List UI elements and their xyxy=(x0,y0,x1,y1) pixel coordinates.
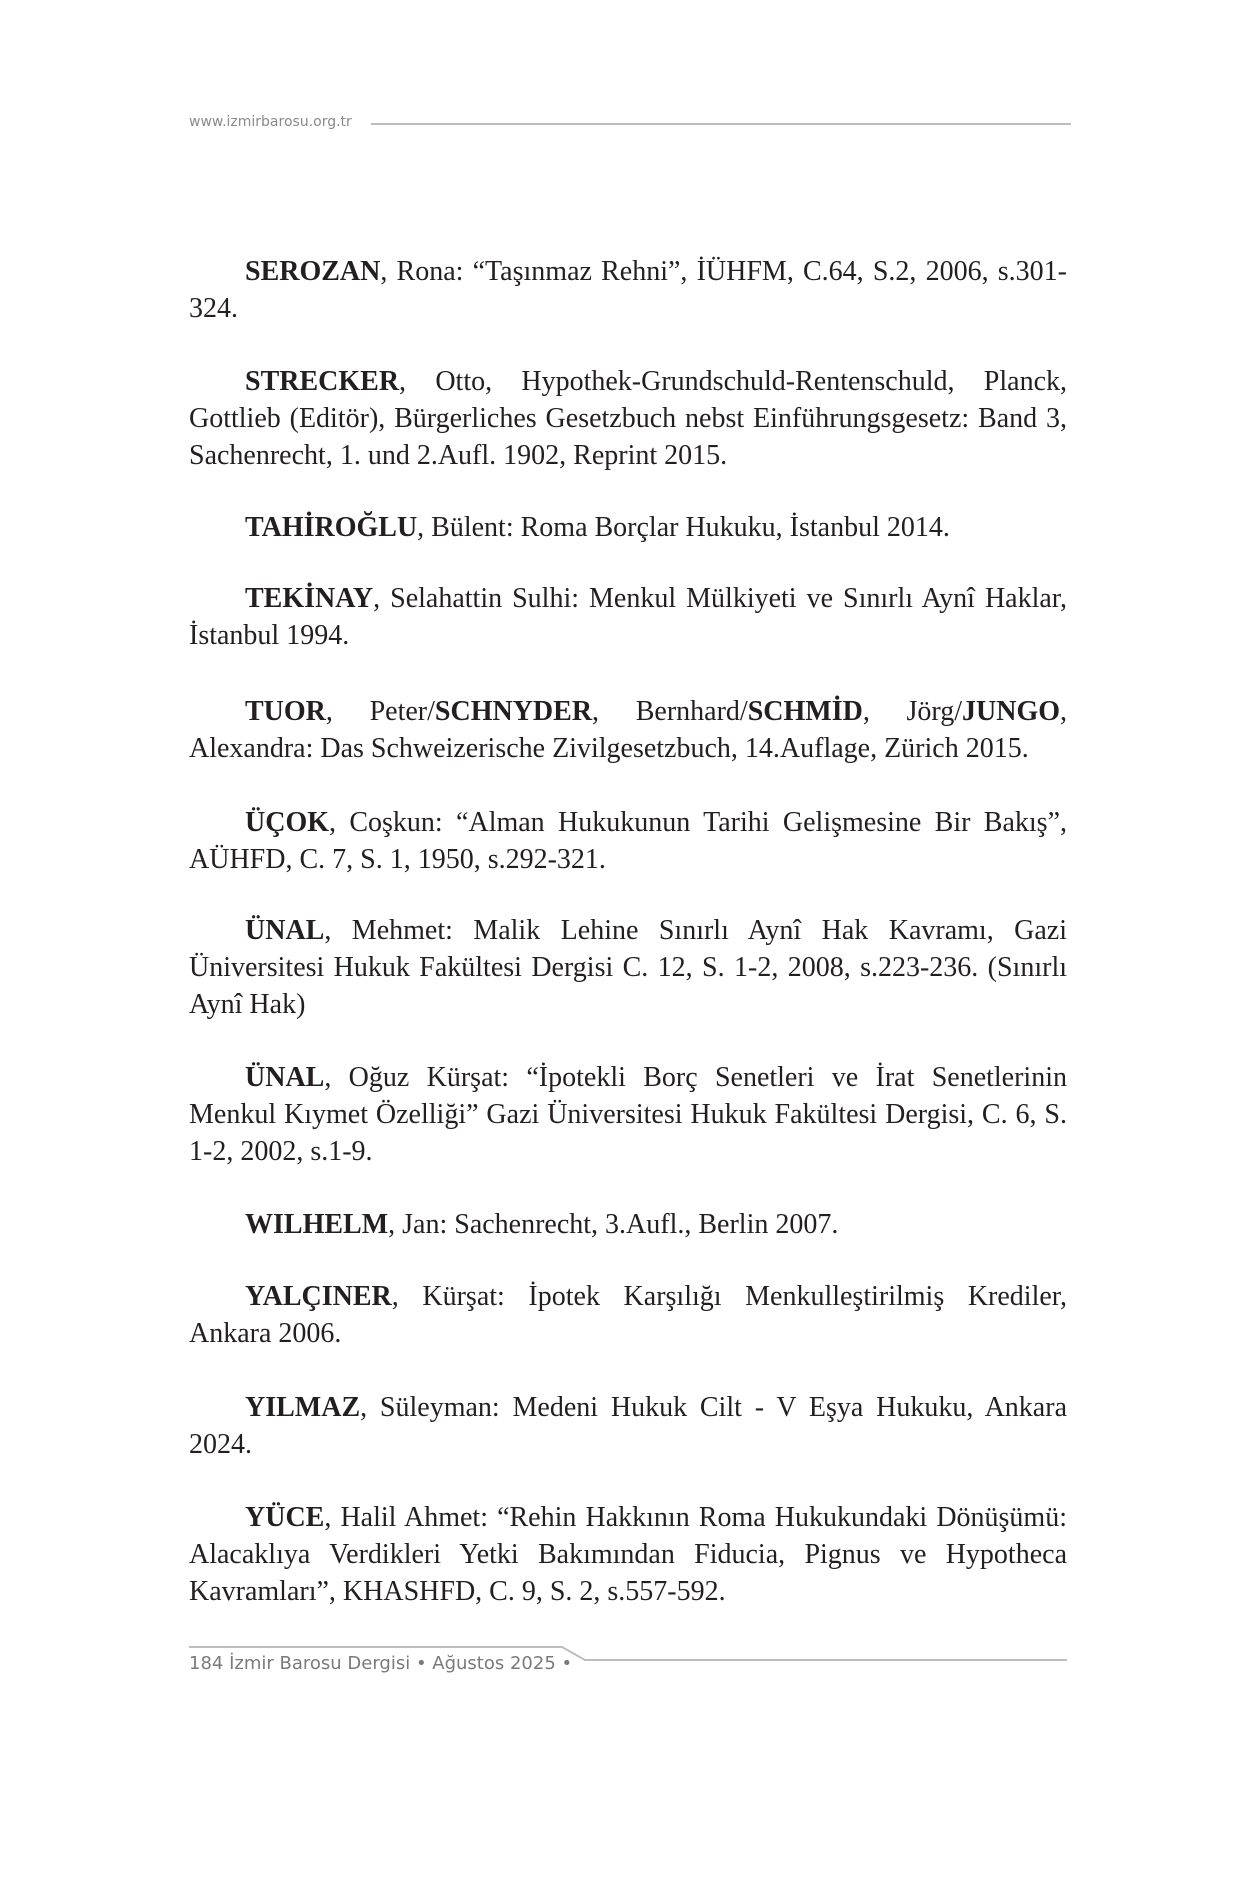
entry-author-2: SCHNYDER xyxy=(434,696,593,727)
entry-text: , Halil Ahmet: “Rehin Hakkının Roma Hukukundaki Dönüşümü: Alacaklıya Verdikleri Yetki Bakımından Fiducia, Pignus ve Hypotheca Kavramları”, KHASHFD, C. 9, S. 2, s.557-592. xyxy=(189,1502,1067,1607)
entry-author: TAHİROĞLU xyxy=(245,512,418,543)
entry-text-2: , Bernhard/ xyxy=(592,696,748,727)
bib-entry-unal-mehmet xyxy=(189,912,1067,1023)
entry-author: YILMAZ xyxy=(245,1392,361,1423)
entry-author: STRECKER xyxy=(245,366,400,397)
entry-text: , Jan: Sachenrecht, 3.Aufl., Berlin 2007. xyxy=(388,1209,839,1240)
entry-text: , Bülent: Roma Borçlar Hukuku, İstanbul 2014. xyxy=(417,512,950,543)
footer-rule-right xyxy=(584,1659,1067,1661)
entry-author: ÜÇOK xyxy=(245,807,329,838)
entry-text: , Mehmet: Malik Lehine Sınırlı Aynî Hak Kavramı, Gazi Üniversitesi Hukuk Fakültesi Dergisi C. 12, S. 1-2, 2008, s.223-236. (Sınırlı Aynî Hak) xyxy=(189,915,1067,1020)
bib-entry-wilhelm xyxy=(189,1206,1067,1243)
entry-author: ÜNAL xyxy=(245,1062,325,1093)
footer-page-info: 184 İzmir Barosu Dergisi • Ağustos 2025 • xyxy=(189,1653,573,1674)
entry-text: , Coşkun: “Alman Hukukunun Tarihi Gelişmesine Bir Bakış”, AÜHFD, C. 7, S. 1, 1950, s.292-321. xyxy=(189,807,1067,875)
bib-entry-unal-oguz xyxy=(189,1059,1067,1170)
entry-text: , Peter/ xyxy=(325,696,435,727)
entry-text: , Otto, Hypothek-Grundschuld-Rentenschuld, Planck, Gottlieb (Editör), Bürgerliches Gesetzbuch nebst Einführungsgesetz: Band 3, Sachenrecht, 1. und 2.Aufl. 1902, Reprint 2015. xyxy=(189,366,1067,471)
entry-author: TEKİNAY xyxy=(245,583,374,614)
entry-text: , Oğuz Kürşat: “İpotekli Borç Senetleri ve İrat Senetlerinin Menkul Kıymet Özelliği” Gazi Üniversitesi Hukuk Fakültesi Dergisi, C. 6, S. 1-2, 2002, s.1-9. xyxy=(189,1062,1067,1167)
entry-text: , Süleyman: Medeni Hukuk Cilt - V Eşya Hukuku, Ankara 2024. xyxy=(189,1392,1067,1460)
entry-author-3: SCHMİD xyxy=(747,696,863,727)
bib-entry-yuce xyxy=(189,1499,1067,1610)
entry-author: TUOR xyxy=(245,696,326,727)
entry-text: , Kürşat: İpotek Karşılığı Menkulleştirilmiş Krediler, Ankara 2006. xyxy=(189,1281,1067,1349)
entry-author: YÜCE xyxy=(245,1502,325,1533)
entry-author: WILHELM xyxy=(245,1209,389,1240)
entry-author: SEROZAN xyxy=(245,256,381,287)
bib-entry-ucok xyxy=(189,804,1067,878)
header-rule xyxy=(371,123,1071,125)
bib-entry-tuor xyxy=(189,693,1067,767)
header-url: www.izmirbarosu.org.tr xyxy=(189,114,352,130)
entry-author: ÜNAL xyxy=(245,915,325,946)
bib-entry-strecker xyxy=(189,363,1067,474)
bib-entry-serozan xyxy=(189,253,1067,327)
entry-text-3: , Jörg/ xyxy=(862,696,963,727)
bib-entry-yalciner xyxy=(189,1278,1067,1352)
entry-author-4: JUNGO xyxy=(962,696,1061,727)
bib-entry-yilmaz xyxy=(189,1389,1067,1463)
entry-text-4: , Alexandra: Das Schweizerische Zivilgesetzbuch, 14.Auflage, Zürich 2015. xyxy=(189,696,1068,764)
bib-entry-tekinay xyxy=(189,580,1067,654)
entry-author: YALÇINER xyxy=(245,1281,392,1312)
bib-entry-tahiroglu xyxy=(189,509,1067,546)
entry-text: , Selahattin Sulhi: Menkul Mülkiyeti ve Sınırlı Aynî Haklar, İstanbul 1994. xyxy=(189,583,1067,651)
footer-rule-left xyxy=(189,1646,563,1648)
entry-text: , Rona: “Taşınmaz Rehni”, İÜHFM, C.64, S.2, 2006, s.301-324. xyxy=(189,256,1067,324)
